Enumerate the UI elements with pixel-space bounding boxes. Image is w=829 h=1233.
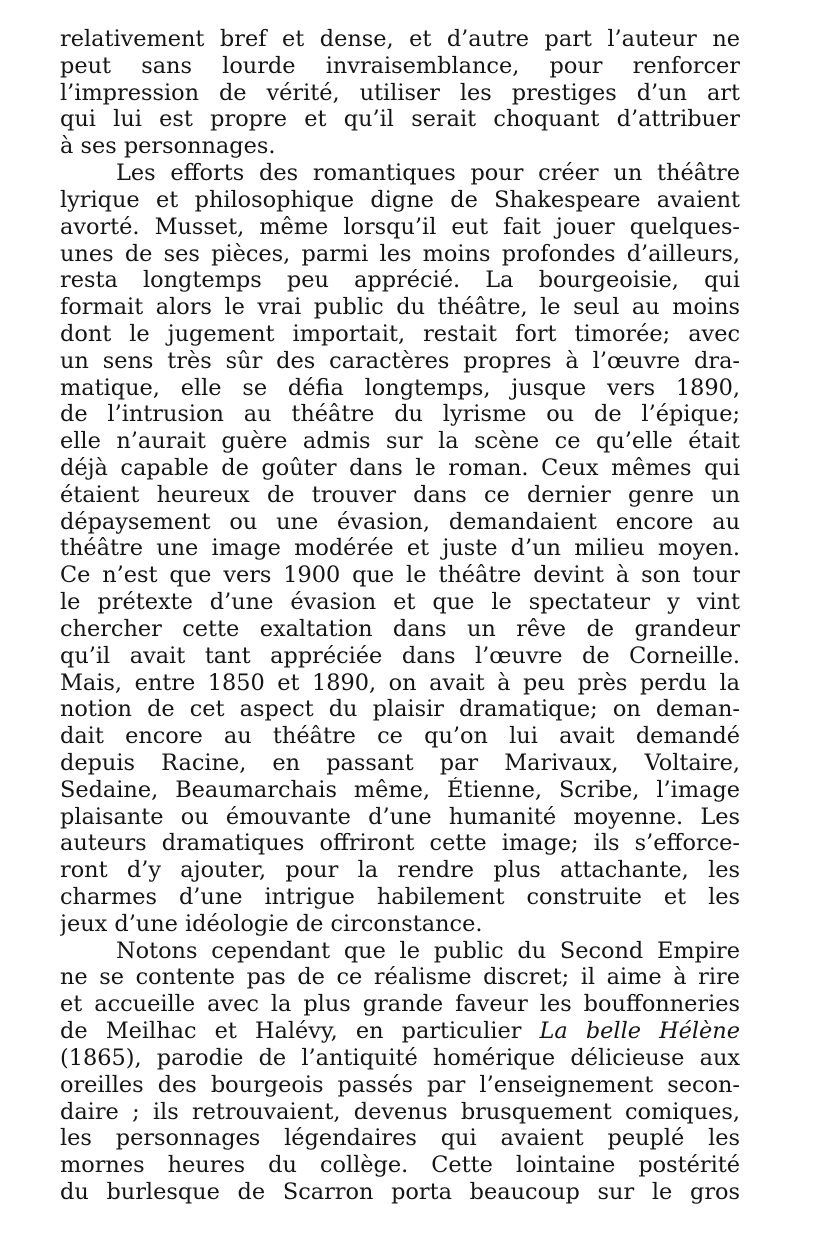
text-segment: Mais, entre 1850 et 1890, on avait à peu près perdu la bbox=[60, 669, 740, 696]
text-line bbox=[60, 375, 740, 402]
text-line bbox=[60, 1072, 740, 1099]
italic-title: La belle Hélène bbox=[539, 1018, 740, 1045]
text-segment: daire ; ils retrouvaient, devenus brusquement comiques, bbox=[60, 1098, 740, 1125]
text-line bbox=[60, 1099, 740, 1126]
text-segment: ront d’y ajouter, pour la rendre plus attachante, les bbox=[60, 857, 740, 884]
text-segment: peut sans lourde invraisemblance, pour renforcer bbox=[60, 52, 740, 79]
text-line bbox=[60, 1152, 740, 1179]
text-line bbox=[60, 1125, 740, 1152]
text-segment: charmes d’une intrigue habilement construite et les bbox=[60, 884, 740, 910]
text-line bbox=[60, 991, 740, 1018]
text-line bbox=[60, 401, 740, 428]
text-segment: (1865), parodie de l’antiquité homérique délicieuse aux bbox=[60, 1044, 740, 1071]
text-segment: dait encore au théâtre ce qu’on lui avait demandé bbox=[60, 723, 740, 750]
text-segment: de Meilhac et Halévy, en particulier bbox=[60, 1018, 540, 1045]
text-segment: notion de cet aspect du plaisir dramatique; on deman- bbox=[60, 696, 740, 723]
text-line bbox=[60, 535, 740, 562]
text-segment: elle n’aurait guère admis sur la scène ce qu’elle était bbox=[60, 428, 740, 455]
text-line bbox=[60, 589, 740, 616]
text-segment: théâtre une image modérée et juste d’un milieu moyen. bbox=[60, 535, 740, 562]
text-segment: ne se contente pas de ce réalisme discret; il aime à rire bbox=[60, 964, 740, 991]
text-line bbox=[60, 348, 740, 375]
text-segment: du burlesque de Scarron porta beaucoup sur le gros bbox=[60, 1178, 740, 1205]
text-line bbox=[60, 750, 740, 777]
text-segment: relativement bref et dense, et d’autre part l’auteur ne bbox=[60, 26, 740, 52]
text-line bbox=[60, 214, 740, 241]
text-segment: dépaysement ou une évasion, demandaient encore au bbox=[60, 508, 740, 535]
text-segment: resta longtemps peu apprécié. La bourgeoisie, qui bbox=[60, 267, 740, 294]
text-line bbox=[60, 964, 740, 991]
text-segment: matique, elle se défia longtemps, jusque vers 1890, bbox=[60, 374, 740, 401]
text-line bbox=[60, 26, 740, 53]
text-segment: plaisante ou émouvante d’une humanité moyenne. Les bbox=[60, 803, 740, 830]
text-segment: formait alors le vrai public du théâtre, le seul au moins bbox=[60, 294, 740, 321]
text-segment: l’impression de vérité, utiliser les prestiges d’un art bbox=[60, 79, 740, 106]
text-segment: Les efforts des romantiques pour créer un théâtre bbox=[116, 160, 740, 187]
text-segment: lyrique et philosophique digne de Shakespeare avaient bbox=[60, 186, 740, 213]
text-line bbox=[60, 509, 740, 536]
text-segment: qui lui est propre et qu’il serait choquant d’attribuer bbox=[60, 106, 740, 133]
text-segment: Sedaine, Beaumarchais même, Étienne, Scribe, l’image bbox=[60, 776, 740, 803]
text-line bbox=[60, 643, 740, 670]
text-line bbox=[60, 616, 740, 643]
text-line bbox=[60, 241, 740, 268]
text-line bbox=[60, 884, 740, 911]
text-line bbox=[60, 482, 740, 509]
text-line bbox=[60, 53, 740, 80]
text-line bbox=[60, 696, 740, 723]
text-line bbox=[60, 777, 740, 804]
text-line bbox=[60, 160, 740, 187]
text-line bbox=[60, 804, 740, 831]
text-segment: depuis Racine, en passant par Marivaux, Voltaire, bbox=[60, 749, 740, 776]
text-line bbox=[60, 80, 740, 107]
text-line bbox=[60, 267, 740, 294]
text-line bbox=[60, 938, 740, 965]
text-segment: jeux d’une idéologie de circonstance. bbox=[60, 910, 483, 937]
text-segment: déjà capable de goûter dans le roman. Ceux mêmes qui bbox=[60, 455, 740, 481]
text-line bbox=[60, 187, 740, 214]
text-segment: mornes heures du collège. Cette lointaine postérité bbox=[60, 1152, 740, 1179]
text-line bbox=[60, 321, 740, 348]
body-text bbox=[60, 26, 740, 1206]
text-segment: Notons cependant que le public du Second Empire bbox=[116, 937, 740, 964]
text-segment: les personnages légendaires qui avaient peuplé les bbox=[60, 1125, 740, 1152]
text-segment: le prétexte d’une évasion et que le spectateur y vint bbox=[60, 589, 740, 616]
text-line bbox=[60, 857, 740, 884]
text-segment: dont le jugement importait, restait fort timorée; avec bbox=[60, 320, 740, 347]
text-segment: Ce n’est que vers 1900 que le théâtre devint à son tour bbox=[60, 562, 740, 589]
text-line bbox=[60, 723, 740, 750]
text-line bbox=[60, 911, 740, 938]
text-line bbox=[60, 1045, 740, 1072]
text-line bbox=[60, 1018, 740, 1045]
text-segment: et accueille avec la plus grande faveur les bouffonneries bbox=[60, 991, 740, 1018]
text-line bbox=[60, 562, 740, 589]
text-line bbox=[60, 830, 740, 857]
text-line bbox=[60, 428, 740, 455]
text-segment: étaient heureux de trouver dans ce dernier genre un bbox=[60, 481, 740, 508]
text-line bbox=[60, 670, 740, 697]
text-segment: qu’il avait tant appréciée dans l’œuvre de Corneille. bbox=[60, 642, 740, 669]
text-segment: chercher cette exaltation dans un rêve de grandeur bbox=[60, 615, 740, 642]
text-line bbox=[60, 133, 740, 160]
text-segment: avorté. Musset, même lorsqu’il eut fait jouer quelques- bbox=[60, 213, 740, 240]
text-line bbox=[60, 455, 740, 482]
text-line bbox=[60, 294, 740, 321]
text-segment: unes de ses pièces, parmi les moins profondes d’ailleurs, bbox=[60, 240, 740, 267]
text-line bbox=[60, 1179, 740, 1206]
text-segment: un sens très sûr des caractères propres à l’œuvre dra- bbox=[60, 347, 740, 374]
text-segment: de l’intrusion au théâtre du lyrisme ou de l’épique; bbox=[60, 401, 740, 428]
text-segment: oreilles des bourgeois passés par l’enseignement secon- bbox=[60, 1071, 740, 1098]
text-segment: auteurs dramatiques offriront cette image; ils s’efforce- bbox=[60, 830, 740, 857]
text-line bbox=[60, 106, 740, 133]
text-segment: à ses personnages. bbox=[60, 133, 276, 160]
